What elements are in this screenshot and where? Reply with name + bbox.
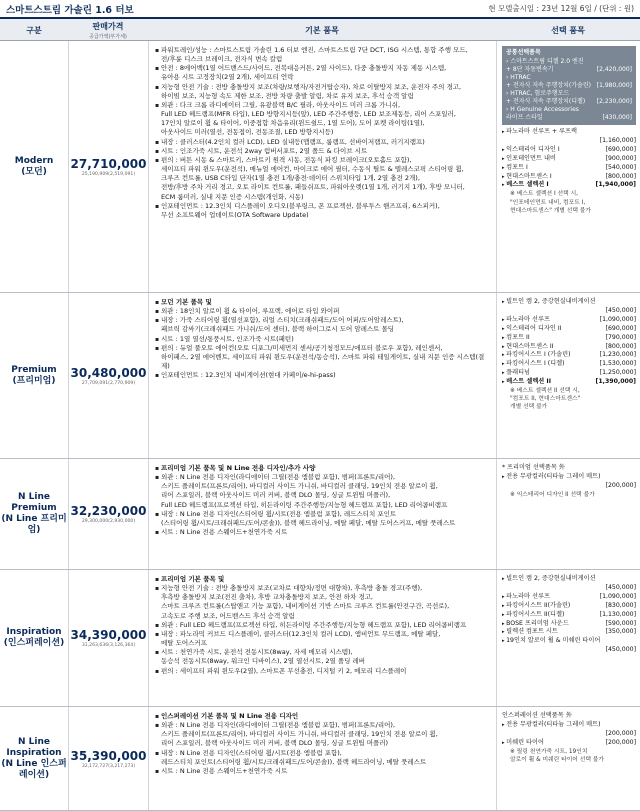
feature-continuation: 유아용 시트 고정장치(2열 2개), 세이프티 언락	[161, 73, 294, 82]
option-name: ▸ 미쉐린 타이어	[502, 739, 544, 748]
feature-continuation: 메탈 도어스커프	[161, 639, 208, 648]
option-item	[502, 155, 636, 164]
trim-name-korean: (N Line 인스퍼레이션)	[1, 758, 67, 780]
option-note: "인포테인먼트 내비, 컴포트 I,	[510, 199, 586, 206]
feature-continuation: 패브릭 감싸기(크래쉬패드 가니쉬/도어 센터), 블랙 하이그로시 도어 암레스트 몰딩	[161, 325, 395, 334]
common-option-line	[506, 58, 632, 66]
option-price: [450,000]	[605, 646, 636, 654]
option-name: ▸ 익스테리어 디자인 I	[502, 146, 560, 155]
trim-row	[0, 293, 640, 459]
feature-continuation: 크루즈 컨트롤, USB C타입 단자(1열 충전 1개/충전·데이터 스위치타입 1개, 2열 충전 2개),	[161, 174, 420, 183]
option-price: [200,000]	[605, 738, 636, 746]
option-item	[502, 128, 636, 137]
trim-row	[0, 570, 640, 707]
option-note: ※ 베스트 셀렉션 II 선택 시,	[510, 388, 580, 395]
option-price: [790,000]	[605, 333, 636, 341]
common-options-title: 공통선택품목	[506, 49, 541, 56]
feature-continuation: 리어 스포일러, 블랙 아웃사이드 미러 커버, 블랙 DLO 몰딩, 싱글 트윈팁 머플러),	[161, 491, 391, 500]
trim-name-korean: (인스퍼레이션)	[3, 638, 65, 648]
option-price: [1,160,000]	[599, 136, 636, 144]
option-name: ▸ 빌트인 캠 2, 증강현실내비게이션	[502, 298, 596, 307]
trim-price: 35,390,000	[70, 748, 147, 763]
option-name: ▸ 파노라마 선루프 + 루프랙	[502, 128, 577, 137]
option-item	[502, 334, 636, 343]
feature-item: ▪ 프리미엄 기본 품목 및	[155, 575, 492, 584]
feature-item: ▪ 인포테인먼트 : 12.3인치 디스플레이 오디오(블루링크, 폰 프로젝션, 블루투스 핸즈프리, 6스피커),	[155, 202, 492, 211]
option-price: [900,000]	[605, 154, 636, 162]
option-price: [200,000]	[605, 481, 636, 489]
feature-item: ▪ 내장 : 클러스터(4.2인치 컬러 LCD), LED 실내등(맵램프, 룸램프, 선바이저램프, 러기지램프)	[155, 138, 492, 147]
trim-grade-cell	[0, 293, 68, 458]
option-item	[502, 602, 636, 611]
option-name: ▸ 릴렉션 컴포트 시트	[502, 628, 558, 637]
option-name: ▸ 익스테리어 디자인 II	[502, 325, 562, 334]
option-item	[502, 611, 636, 620]
trim-price-cell	[68, 570, 148, 706]
feature-continuation: 전/후륜 디스크 브레이크, 전자식 변속 칼럼	[161, 55, 283, 64]
common-option-name: 라이프 스타일	[506, 114, 543, 121]
options-cell	[496, 293, 640, 458]
option-price: [1,390,000]	[595, 378, 636, 386]
option-name: ▸ 파킹어시스트 II(디젤)	[502, 611, 564, 620]
feature-item: ▪ 시트 : N Line 전용 스웨이드+천연가죽 시트	[155, 767, 492, 776]
trim-row	[0, 707, 640, 811]
trim-row	[0, 41, 640, 293]
option-item	[502, 351, 636, 360]
options-cell	[496, 41, 640, 292]
feature-item: ▪ 편의 : 세이프티 파워 윈도우(2열), 스마트폰 무선충전, 디지털 키 2, 메모리 디스플레이	[155, 667, 492, 676]
option-price: [450,000]	[605, 306, 636, 314]
option-note: 알로이 휠 & 미쉐린 타이어 선택 불가	[510, 756, 604, 763]
feature-continuation: 스키드 플레이트(프론트/리어), 바디컬러 사이드 가니쉬, 바디컬러 클래딩, 19인치 전용 알로이 휠,	[161, 730, 438, 739]
header-options: 선택 품목	[551, 25, 585, 35]
trim-grade-cell	[0, 707, 68, 810]
feature-continuation: 전방/후방 주차 거리 경고, 오토 라이트 컨트롤, 패들쉬프트, 파워아웃렛(1열 1개, 러기지 1개), 후방 모니터,	[161, 183, 465, 192]
common-option-name: + 전자식 저속 주행장치(가솔린)	[506, 82, 591, 89]
feature-continuation: Full LED 헤드램프(프로젝션 타입, 히든라이팅 주간주행등/지능형 헤드램프 포함), LED 리어콤비램프	[161, 500, 448, 509]
feature-continuation: 스키드 플레이트(프론트/리어), 바디컬러 사이드 가니쉬, 바디컬러 클래딩, 19인치 전용 알로이 휠,	[161, 482, 438, 491]
feature-continuation: ECM 룸미러, 실내 지문 인증 시스템(개인화, 시동)	[161, 192, 304, 201]
option-heading: 인스퍼레이션 선택품목 外	[502, 712, 572, 719]
table-header	[0, 17, 640, 41]
common-option-name: › 스마트스트림 디젤 2.0 엔진	[506, 58, 584, 65]
option-item	[502, 593, 636, 602]
feature-continuation: 스마트 크루즈 컨트롤(스탑앤고 기능 포함), 내비게이션 기반 스마트 크루즈 컨트롤(안전구간, 곡선로),	[161, 602, 450, 611]
option-item	[502, 316, 636, 325]
option-name: ▸ 전용 무광컬러(티타늄 그레이 매트)	[502, 721, 601, 730]
option-name: ▸ 파노라마 선루프	[502, 316, 550, 325]
common-option-line	[506, 66, 632, 74]
trim-name-korean: (모던)	[21, 166, 47, 177]
option-name: ▸ 베스트 셀렉션 II	[502, 378, 551, 387]
feature-continuation: 아웃사이드 미러(열선, 전동접이, 전동조절, LED 방향지시등)	[161, 128, 334, 137]
common-option-line	[506, 90, 632, 98]
feature-item: ▪ 시트 : 천연가죽 시트, 운전석 전동시트(8way, 자세 메모리 시스템),	[155, 648, 492, 657]
common-option-line	[506, 82, 632, 90]
trim-price-cell	[68, 459, 148, 569]
trim-grade-cell	[0, 41, 68, 292]
basic-features-cell	[148, 293, 496, 458]
trim-grade-cell	[0, 459, 68, 569]
trim-price-cell	[68, 707, 148, 810]
option-price: [1,130,000]	[599, 610, 636, 618]
option-item	[502, 298, 636, 307]
trim-price-breakdown: 25,190,909(2,519,091)	[81, 171, 136, 177]
common-option-name: › HTRAC	[506, 74, 531, 81]
trim-price: 34,390,000	[70, 628, 147, 642]
trim-price: 30,480,000	[70, 365, 147, 380]
header-price: 판매가격 공급가액(부가세)	[89, 21, 127, 40]
feature-item: ▪ 프리미엄 기본 품목 및 N Line 전용 디자인/추가 사양	[155, 464, 492, 473]
option-name: ▸ 베스트 셀렉션 I	[502, 181, 549, 190]
trim-price-cell	[68, 293, 148, 458]
feature-item: ▪ 내장 : N Line 전용 디자인(스티어링 휠/시트(전용 엠블럼 포함),	[155, 749, 492, 758]
trim-name: Modern	[14, 155, 54, 166]
option-price: [1,090,000]	[599, 592, 636, 600]
trim-name: Premium	[11, 364, 57, 375]
common-option-name: › H Genuine Accessories	[506, 106, 579, 113]
option-price: [1,090,000]	[599, 315, 636, 323]
option-item	[502, 369, 636, 378]
feature-continuation: Full LED 헤드램프(MFR 타입), LED 방향지시등(앞), LED 주간주행등, LED 보조제동등, 리어 스포일러,	[161, 110, 456, 119]
trim-name-korean: (N Line 프리미엄)	[1, 514, 67, 535]
option-heading: * 프리미엄 선택품목 外	[502, 464, 565, 471]
trim-price-breakdown: 32,172,727(3,217,273)	[81, 763, 136, 769]
feature-item: ▪ 시트 : 1열 열선/통풍시트, 인조가죽 시트(패턴)	[155, 335, 492, 344]
option-name: ▸ 전용 무광컬러(티타늄 그레이 매트)	[502, 473, 601, 482]
trim-price: 32,230,000	[70, 504, 147, 518]
feature-continuation: 동승석 전동시트(8way, 워크인 디바이스), 2열 열선시트, 2열 폴딩 레버	[161, 657, 366, 666]
basic-features-cell	[148, 570, 496, 706]
option-item	[502, 360, 636, 369]
feature-continuation: (스티어링 휠/시트/크래쉬패드/도어/콘솔)), 블랙 헤드라이닝, 메탈 페달, 메탈 도어스커프, 메탈 풋레스트	[161, 518, 456, 527]
feature-continuation: 레드스티치 포인트(스티어링 휠/시트/크래쉬패드/도어/콘솔)), 블랙 헤드라이닝, 메탈 풋레스트	[161, 757, 427, 766]
basic-features-cell	[148, 707, 496, 810]
option-price: [450,000]	[605, 583, 636, 591]
option-item	[502, 146, 636, 155]
trim-name: N Line Inspiration	[6, 736, 62, 758]
feature-item: ▪ 내장 : 파노라믹 커브드 디스플레이, 클러스터(12.3인치 컬러 LCD), 앰비언트 무드램프, 메탈 페달,	[155, 630, 492, 639]
feature-continuation: 17인치 알로이 휠 & 타이어, 이중접합 차음유리(윈드쉴드, 1열 도어), 도어 포켓 라이팅(1열),	[161, 119, 425, 128]
trim-price: 27,710,000	[70, 156, 147, 171]
trim-row	[0, 459, 640, 570]
option-note: 현대스마트센스" 개별 선택 불가	[510, 207, 591, 214]
option-note: "컴포트 II, 현대스마트센스"	[510, 396, 581, 403]
option-price: [1,530,000]	[599, 360, 636, 368]
title-bar	[0, 0, 640, 17]
trim-name: N Line Premium	[11, 492, 57, 513]
feature-item: ▪ 안전 : 8에어백(1열 어드밴스드/사이드, 전복대응커튼, 2열 사이드), 다중 충돌방지 자동 제동 시스템,	[155, 64, 492, 73]
common-option-line	[506, 106, 632, 114]
trim-price-breakdown: 31,263,636(3,126,364)	[81, 643, 136, 648]
feature-item: ▪ 외관 : 다크 크롬 라디에이터 그릴, 유광블랙 B/C 필라, 아웃사이드 미러 크롬 가니쉬,	[155, 101, 492, 110]
option-price: [830,000]	[605, 601, 636, 609]
option-price: [350,000]	[605, 628, 636, 636]
option-item	[502, 721, 636, 730]
feature-continuation: 하이빔 보조, 지능형 속도 제한 보조, 전방 차량 출발 알림, 차로 유지 보조, 후석 승객 알림	[161, 91, 414, 100]
document-title: 스마트스트림 가솔린 1.6 터보	[6, 5, 134, 16]
basic-features-cell	[148, 459, 496, 569]
feature-item: ▪ 인스퍼레이션 기본 품목 및 N Line 전용 디자인	[155, 712, 492, 721]
feature-continuation: 무선 소프트웨어 업데이트(OTA Software Update)	[161, 210, 309, 219]
feature-item: ▪ 인포테인먼트 : 12.3인치 내비게이션(현대 카페이/e-hi-pass)	[155, 371, 492, 380]
common-option-price: [2,230,000]	[596, 98, 632, 105]
common-option-name: › HTRAC, 험로주행모드	[506, 90, 570, 97]
feature-item: ▪ 외관 : 18인치 알로이 휠 & 타이어, 루프랙, 에어로 타입 와이퍼	[155, 307, 492, 316]
option-item	[502, 575, 636, 584]
common-option-line	[506, 98, 632, 106]
option-name: ▸ 현대스마트센스 I	[502, 173, 552, 182]
feature-item: ▪ 모던 기본 품목 및	[155, 298, 492, 307]
option-name: ▸ 컴포트 II	[502, 334, 530, 343]
feature-item: ▪ 편의 : 버튼 시동 & 스마트키, 스마트키 원격 시동, 전동식 파킹 브레이크(오토홀드 포함),	[155, 156, 492, 165]
option-name: ▸ BOSE 프리미엄 사운드	[502, 620, 569, 629]
feature-item: ▪ 내장 : N Line 전용 디자인(스티어링 휠/시트(전용 엠블럼 포함), 레드스티치 포인트	[155, 510, 492, 519]
option-note: ※ 익스테리어 디자인 II 선택 불가	[510, 491, 595, 498]
option-price: [200,000]	[605, 729, 636, 737]
common-option-line	[506, 74, 632, 82]
option-price: [540,000]	[605, 163, 636, 171]
option-name: ▸ 컴포트 I	[502, 164, 528, 173]
release-note: 현 모델출시일 : 23년 12월 6일 / (단위 : 원)	[488, 4, 634, 13]
option-name: ▸ 인포테인먼트 내비	[502, 155, 556, 164]
common-options-box	[502, 46, 636, 125]
options-cell	[496, 707, 640, 810]
feature-continuation: 세이프티 파워 윈도우(운전석), 매뉴얼 에어컨, 마이크로 에어 필터, 수동식 틸트 & 텔레스코픽 스티어링 휠,	[161, 165, 464, 174]
option-item	[502, 473, 636, 482]
option-name: ▸ 파킹어시스트 II(가솔린)	[502, 602, 570, 611]
feature-continuation: 고속도로 주행 보조, 어드밴스드 후석 승객 알림	[161, 611, 295, 620]
option-name: ▸ 파킹어시스트 I (디젤)	[502, 360, 565, 369]
trim-price-breakdown: 29,300,000(2,930,000)	[81, 519, 136, 524]
trim-name: Inspiration	[6, 627, 62, 637]
option-name: ▸ 현대스마트센스 II	[502, 343, 554, 352]
common-option-line	[506, 114, 632, 122]
option-price: [590,000]	[605, 619, 636, 627]
feature-item: ▪ 지능형 안전 기술 : 전방 충돌방지 보조(차량/보행자/자전거탑승자), 차로 이탈방지 보조, 운전자 주의 경고,	[155, 83, 492, 92]
option-item	[502, 739, 636, 748]
option-price: [800,000]	[605, 172, 636, 180]
option-item	[502, 378, 636, 387]
header-grade: 구분	[26, 25, 42, 35]
options-cell	[496, 459, 640, 569]
option-name: ▸ 플래티넘	[502, 369, 530, 378]
common-option-price: [430,000]	[602, 114, 632, 121]
feature-item: ▪ 파워트레인/성능 : 스마트스트림 가솔린 1.6 터보 엔진, 스마트스트림 7단 DCT, ISG 시스템, 통합 주행 모드,	[155, 46, 492, 55]
option-item	[502, 325, 636, 334]
option-item	[502, 181, 636, 190]
option-name: ▸ 19인치 알로이 휠 & 미쉐린 타이어	[502, 637, 600, 646]
common-option-price: [2,420,000]	[596, 66, 632, 73]
trim-price-breakdown: 27,709,091(2,770,909)	[81, 380, 136, 386]
feature-continuation: 리어 스포일러, 블랙 아웃사이드 미러 커버, 블랙 DLO 몰딩, 싱글 트윈팁 머플러)	[161, 739, 389, 748]
feature-item: ▪ 내장 : 가죽 스티어링 휠(열선포함), 리얼 스티치(크래쉬패드/도어 어퍼/도어암레스트),	[155, 316, 492, 325]
option-name: ▸ 파노라마 선루프	[502, 593, 550, 602]
trim-name-korean: (프리미엄)	[12, 375, 56, 386]
common-option-price: [1,980,000]	[596, 82, 632, 89]
basic-features-cell	[148, 41, 496, 292]
option-price: [1,250,000]	[599, 369, 636, 377]
feature-continuation: 후측방 충돌방지 보조(전진 출차), 후방 교차충돌방지 보조, 안전 하차 경고,	[161, 593, 373, 602]
option-price: [800,000]	[605, 342, 636, 350]
feature-item: ▪ 외관 : Full LED 헤드램프(프로젝션 타입, 히든라이팅 주간주행등/지능형 헤드램프 포함), LED 리어콤비램프	[155, 621, 492, 630]
option-item	[502, 164, 636, 173]
feature-item: ▪ 외관 : N Line 전용 디자인(라디에이터 그릴(전용 엠블럼 포함), 범퍼(프론트/리어),	[155, 473, 492, 482]
option-name: ▸ 빌트인 캠 2, 증강현실내비게이션	[502, 575, 596, 584]
trim-price-cell	[68, 41, 148, 292]
options-cell	[496, 570, 640, 706]
feature-item: ▪ 시트 : N Line 전용 스웨이드+천연가죽 시트	[155, 528, 492, 537]
feature-item: ▪ 시트 : 인조가죽 시트, 운전석 2way 럼버서포트, 2열 폴드 & 다이브 시트	[155, 147, 492, 156]
common-option-name: + 전자식 저속 주행장치(디젤)	[506, 98, 586, 105]
common-option-name: + 8단 자동변속기	[506, 66, 554, 73]
option-price: [1,230,000]	[599, 351, 636, 359]
trim-grade-cell	[0, 570, 68, 706]
option-note: 개별 선택 불가	[510, 404, 548, 411]
option-item	[502, 637, 636, 646]
option-note: ※ 베스트 셀렉션 I 선택 시,	[510, 191, 579, 198]
feature-item: ▪ 외관 : N Line 전용 디자인(라디에이터 그릴(전용 엠블럼 포함), 범퍼(프론트/리어),	[155, 721, 492, 730]
option-name: ▸ 파킹어시스트 I (가솔린)	[502, 351, 571, 360]
option-price: [690,000]	[605, 324, 636, 332]
option-note: ※ 릴링 천연가죽 시트, 19인치	[510, 748, 588, 755]
option-item	[502, 628, 636, 637]
option-price: [690,000]	[605, 145, 636, 153]
feature-item: ▪ 편의 : 듀얼 풀오토 에어컨(오토 디포그/미세먼지 센서/공기청정모드/애프터 블로우 포함), 레인센서,	[155, 344, 492, 353]
header-basic: 기본 품목	[305, 25, 339, 35]
feature-continuation: 하이패스, 2열 에어벤트, 세이프티 파워 윈도우(운전석/동승석), 스마트 파워 테일게이트, 실내 지문 인증 시스템(결제)	[161, 352, 485, 371]
option-price: [1,940,000]	[595, 181, 636, 189]
feature-item: ▪ 지능형 안전 기술 : 전방 충돌방지 보조(교차로 대향차/정면 대향차), 후측방 충돌 경고(주행),	[155, 584, 492, 593]
